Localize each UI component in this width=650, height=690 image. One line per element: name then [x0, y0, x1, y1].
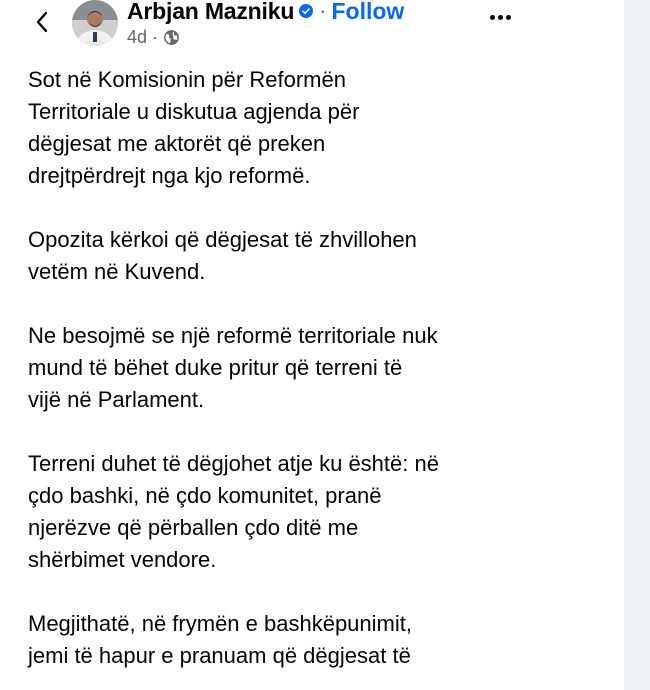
post-paragraph: Ne besojmë se një reformë territoriale nuk mund të bëhet duke pritur që terreni të vijë në Parlament. [28, 323, 438, 412]
timestamp[interactable]: 4d [127, 26, 148, 47]
author-line [127, 0, 404, 25]
post-paragraph: Sot në Komisionin për Reformën Territoriale u diskutua agjenda për dëgjesat me aktorët që preken drejtpërdrejt nga kjo reformë. [28, 67, 360, 188]
more-dot [498, 15, 503, 20]
avatar[interactable] [72, 0, 118, 46]
post-meta [127, 26, 180, 48]
post-paragraph: Terreni duhet të dëgjohet atje ku është: në çdo bashki, në çdo komunitet, pranë njerëzve që përballen çdo ditë me shërbimet vendore. [28, 451, 439, 572]
post-paragraph: Opozita kërkoi që dëgjesat të zhvillohen vetëm në Kuvend. [28, 227, 417, 284]
profile-photo [72, 0, 118, 46]
post-paragraph: Megjithatë, në frymën e bashkëpunimit, jemi të hapur e pranuam që dëgjesat të [28, 611, 412, 668]
globe-icon [163, 29, 180, 46]
follow-button[interactable]: Follow [331, 0, 405, 24]
author-name[interactable]: Arbjan Mazniku [127, 0, 295, 24]
post-header [0, 0, 624, 56]
back-button[interactable] [28, 4, 56, 40]
verified-badge-icon [299, 4, 313, 18]
separator-dot: · [319, 0, 327, 23]
more-dot [506, 15, 511, 20]
meta-separator: · [152, 26, 159, 47]
more-dot [490, 15, 495, 20]
post-text [28, 64, 588, 690]
chevron-left-icon [35, 10, 49, 34]
more-options-button[interactable] [482, 2, 518, 32]
